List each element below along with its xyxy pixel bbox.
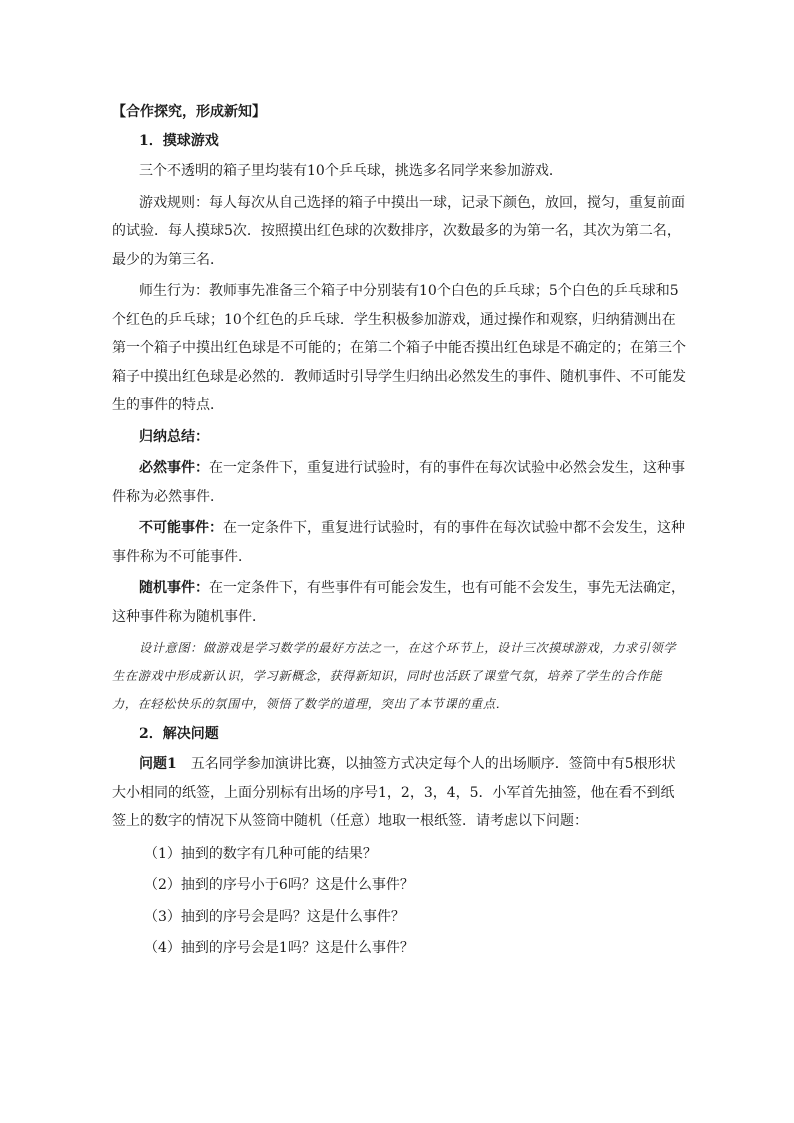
- certain-event-definition: [112, 454, 687, 511]
- question-item: （4）抽到的序号会是1吗？这是什么事件？: [144, 940, 414, 956]
- problem-1-text: 五名同学参加演讲比赛，以抽签方式决定每个人的出场顺序．签筒中有5根形状大小相同的纸签，上面分别标有出场的序号1，2，3，4，5．小军首先抽签，他在看不到纸签上的数字的情况下从签筒中随机（任意）地取一根纸签．请考虑以下问题：: [112, 756, 676, 829]
- game-rules-paragraph: 游戏规则：每人每次从自己选择的箱子中摸出一球，记录下颜色，放回，搅匀，重复前面的试验．每人摸球5次．按照摸出红色球的次数排序，次数最多的为第一名，其次为第二名，最少的为第三名．: [112, 194, 685, 268]
- summary-label: 归纳总结：: [139, 428, 209, 445]
- random-event-text: 在一定条件下，有些事件有可能会发生，也有可能不会发生，事先无法确定，这种事件称为随机事件．: [112, 580, 685, 625]
- certain-event-term: 必然事件：: [139, 460, 209, 476]
- section-title: 【合作探究，形成新知】: [112, 104, 266, 120]
- part1-intro: 三个不透明的箱子里均装有10个乒乓球，挑选多名同学来参加游戏．: [139, 163, 563, 179]
- impossible-event-definition: [112, 514, 687, 571]
- document-body: [112, 98, 687, 965]
- problem-1-label: 问题1: [139, 756, 177, 772]
- design-intent-paragraph: 设计意图：做游戏是学习数学的最好方法之一，在这个环节上，设计三次摸球游戏，力求引领学生在游戏中形成新认识，学习新概念，获得新知识，同时也活跃了课堂气氛，培养了学生的合作能力，在轻松快乐的氛围中，领悟了数学的道理，突出了本节课的重点．: [112, 641, 677, 711]
- impossible-event-text: 在一定条件下，重复进行试验时，有的事件在每次试验中都不会发生，这种事件称为不可能事件．: [112, 520, 685, 565]
- certain-event-text: 在一定条件下，重复进行试验时，有的事件在每次试验中必然会发生，这种事件称为必然事件．: [112, 460, 685, 505]
- question-item: （2）抽到的序号小于6吗？这是什么事件？: [144, 877, 414, 893]
- question-item: （3）抽到的序号会是吗？这是什么事件？: [144, 908, 405, 925]
- part2-heading: 2．解决问题: [139, 726, 219, 742]
- impossible-event-term: 不可能事件：: [139, 520, 223, 536]
- problem-1-paragraph: [112, 750, 687, 836]
- question-item: （1）抽到的数字有几种可能的结果？: [144, 845, 377, 862]
- random-event-term: 随机事件：: [139, 580, 209, 596]
- part1-heading: 1．摸球游戏: [139, 133, 219, 149]
- random-event-definition: [112, 574, 687, 631]
- teacher-student-paragraph: 师生行为：教师事先准备三个箱子中分别装有10个白色的乒乓球；5个白色的乒乓球和5个红色的乒乓球；10个红色的乒乓球．学生积极参加游戏，通过操作和观察，归纳猜测出在第一个箱子中摸出红色球是不可能的；在第二个箱子中能否摸出红色球是不确定的；在第三个箱子中摸出红色球是必然的．教师适时引导学生归纳出必然发生的事件、随机事件、不可能发生的事件的特点．: [112, 283, 686, 413]
